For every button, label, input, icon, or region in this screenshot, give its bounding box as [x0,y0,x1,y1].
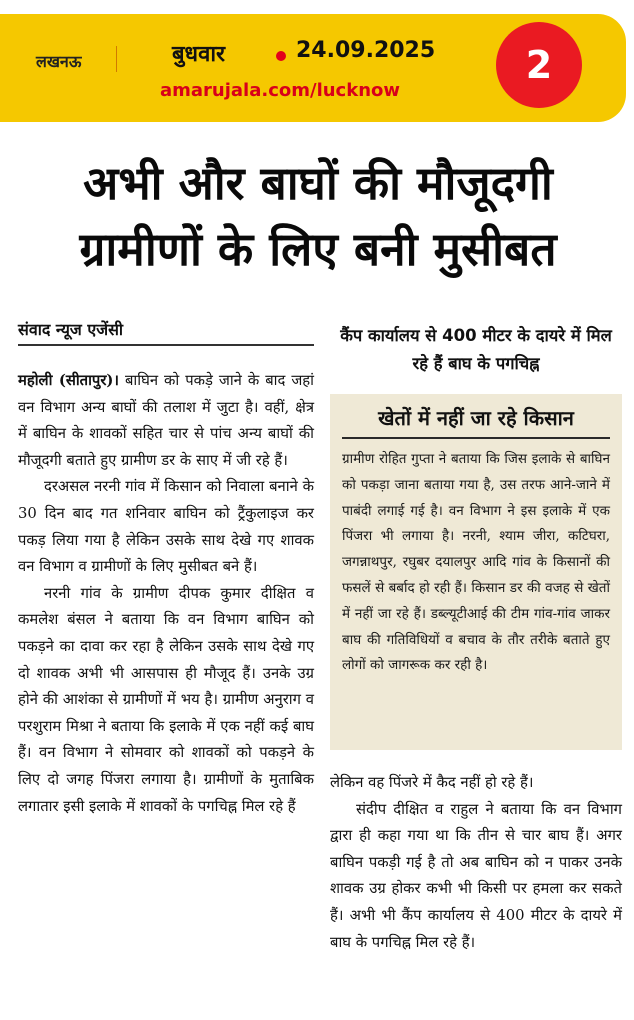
edition-city: लखनऊ [36,52,82,71]
byline-rule [18,344,314,346]
article-byline: संवाद न्यूज एजेंसी [18,320,124,339]
red-dot-icon [276,51,286,61]
page-number-badge: 2 [496,22,582,108]
article-paragraph: नरनी गांव के ग्रामीण दीपक कुमार दीक्षित व कमलेश बंसल ने बताया कि वन विभाग बाघिन को पकड़ने का दावा कर रहा है लेकिन उसके साथ देखे गए दो शावक अभी भी आसपास ही मौजूद हैं। उनके उग्र होने की आशंका से ग्रामीणों में भय है। ग्रामीण अनुराग व परशुराम मिश्रा ने बताया कि इलाके में एक नहीं कई बाघ हैं। वन विभाग ने सोमवार को शावकों को पकड़ने के लिए दो जगह पिंजरा लगाया है। ग्रामीणों के मुताबिक लगातार इसी इलाके में शावकों के पगचिह्न मिल रहे हैं [18,584,314,815]
article-headline: अभी और बाघों की मौजूदगी ग्रामीणों के लिए बनी मुसीबत [79,156,557,276]
sidebar-box-title: खेतों में नहीं जा रहे किसान [342,404,610,439]
edition-date: 24.09.2025 [296,38,436,63]
article-column-right [330,770,622,956]
article-column-left [18,368,314,820]
website-url[interactable]: amarujala.com/lucknow [160,80,401,101]
sidebar-subheadline: कैंप कार्यालय से 400 मीटर के दायरे में मिल रहे हैं बाघ के पगचिह्न [340,326,612,373]
sidebar-box-text: ग्रामीण रोहित गुप्ता ने बताया कि जिस इलाके से बाघिन को पकड़ा जाना बताया गया है, उस तरफ आने-जाने में पाबंदी लगाई गई है। वन विभाग ने इस इलाके में एक पिंजरा भी लगाया है। नरनी, श्याम जीरा, कटिघरा, जगन्नाथपुर, रघुबर दयालपुर आदि गांव के किसानों की फसलें से बर्बाद हो रही हैं। किसान डर की वजह से खेतों में नहीं जा रहे हैं। डब्ल्यूटीआई की टीम गांव-गांव जाकर बाघ की गतिविधियों व बचाव के तौर तरीके बताते हुए लोगों को जागरूक कर रही है। [342,451,610,674]
article-paragraph: दरअसल नरनी गांव में किसान को निवाला बनाने के 30 दिन बाद गत शनिवार बाघिन को ट्रैंकुलाइज कर पकड़ लिया गया है लेकिन उसके साथ देखे गए शावक वन विभाग व ग्रामीणों के लिए मुसीबत बने हैं। [18,478,314,576]
sidebar-box [330,394,622,750]
masthead-divider [116,46,117,72]
article-paragraph: लेकिन वह पिंजरे में कैद नहीं हो रहे हैं। [330,774,534,791]
article-paragraph: महोली (सीतापुर)। बाघिन को पकड़े जाने के बाद जहां वन विभाग अन्य बाघों की तलाश में जुटा है। वहीं, क्षेत्र में बाघिन के शावकों सहित चार से पांच अन्य बाघों की मौजूदगी बताते हुए ग्रामीण डर के साए में जी रहे हैं। [18,372,314,469]
article-dateline: महोली (सीतापुर)। [18,372,119,389]
article-paragraph: संदीप दीक्षित व राहुल ने बताया कि वन विभाग द्वारा ही कहा गया था कि तीन से चार बाघ हैं। अगर बाघिन पकड़ी गई है तो अब बाघिन को न पाकर उनके शावक उग्र होकर कभी भी किसी पर हमला कर सकते हैं। अभी भी कैंप कार्यालय से 400 मीटर के दायरे में बाघ के पगचिह्न मिल रहे हैं। [330,800,622,951]
edition-day: बुधवार [172,42,226,67]
